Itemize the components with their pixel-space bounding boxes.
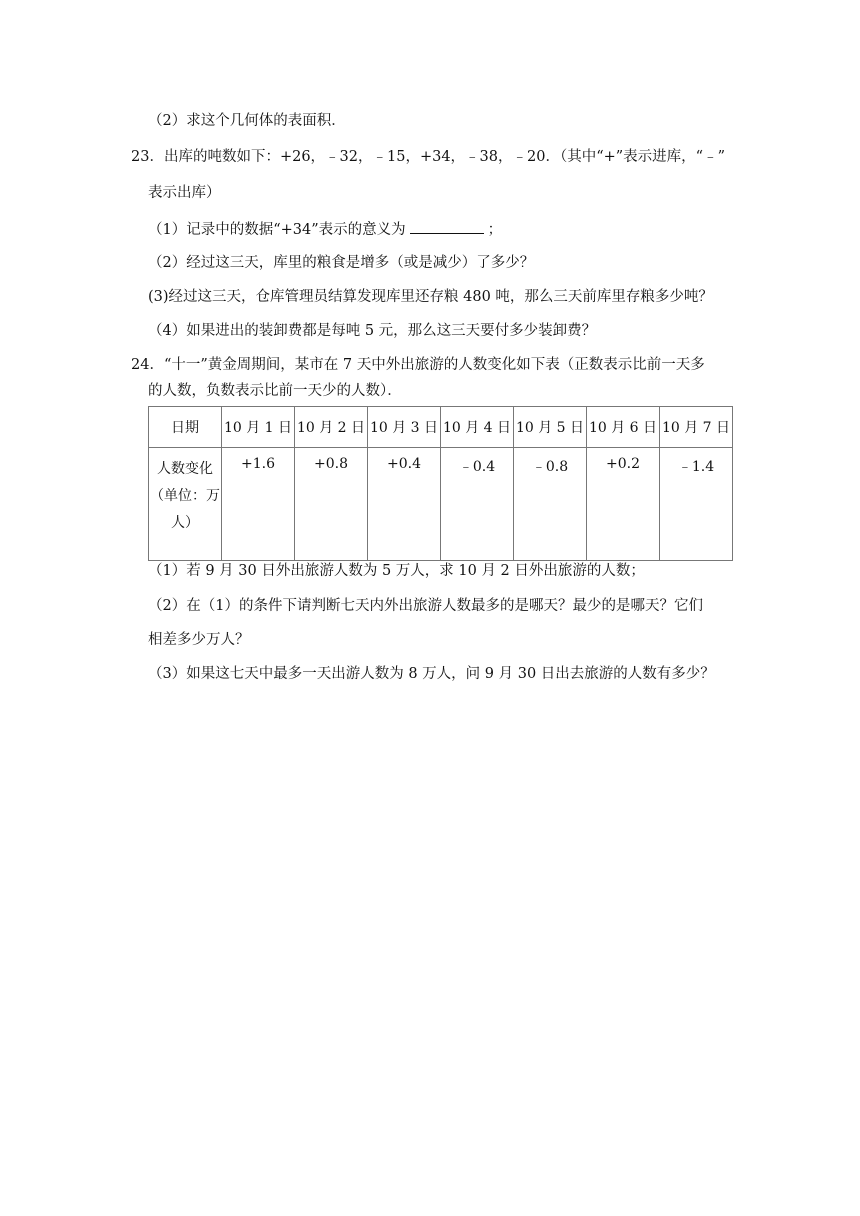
- date-cell: 10 月 2 日: [295, 407, 368, 448]
- q24-question-line2: 的人数，负数表示比前一天少的人数）．: [148, 383, 402, 399]
- q23-question-line2: 表示出库）: [148, 185, 221, 201]
- q23-part4: （4）如果进出的装卸费都是每吨 5 元，那么这三天要付多少装卸费？: [148, 323, 597, 339]
- q23-part1-end: ；: [487, 222, 503, 238]
- q22-part2: （2）求这个几何体的表面积．: [148, 113, 346, 129]
- date-cell: 10 月 5 日: [514, 407, 587, 448]
- q24-question-line1: 24．“十一”黄金周期间，某市在 7 天中外出旅游的人数变化如下表（正数表示比前一天多: [131, 357, 705, 373]
- row-label-line: 人）: [171, 515, 199, 531]
- q24-part1: （1）若 9 月 30 日外出旅游人数为 5 万人，求 10 月 2 日外出旅游的人数；: [148, 563, 645, 579]
- date-cell: 10 月 7 日: [660, 407, 733, 448]
- change-cell: +1.6: [222, 448, 295, 561]
- answer-blank: [410, 219, 484, 234]
- q24-part2-line2: 相差多少万人？: [148, 632, 250, 648]
- change-cell: ﹣0.4: [441, 448, 514, 561]
- q24-part2-line1: （2）在（1）的条件下请判断七天内外出旅游人数最多的是哪天？最少的是哪天？它们: [148, 598, 703, 614]
- change-cell: ﹣0.8: [514, 448, 587, 561]
- q23-part2: （2）经过这三天，库里的粮食是增多（或是减少）了多少？: [148, 255, 535, 271]
- row-label-line: 人数变化: [157, 461, 213, 477]
- tourism-table: [148, 406, 733, 561]
- q23-part1-text: （1）记录中的数据“+34”表示的意义为: [148, 222, 406, 238]
- date-cell: 10 月 1 日: [222, 407, 295, 448]
- table-data-row: [149, 448, 733, 561]
- q23-part1: [148, 219, 502, 240]
- q23-question-line1: 23．出库的吨数如下：+26，﹣32，﹣15，+34，﹣38，﹣20．（其中“+”表示进库，“﹣”: [131, 149, 726, 165]
- change-cell: +0.2: [587, 448, 660, 561]
- row-label-cell: [149, 448, 222, 561]
- change-cell: +0.4: [368, 448, 441, 561]
- date-cell: 10 月 4 日: [441, 407, 514, 448]
- header-label-cell: 日期: [149, 407, 222, 448]
- q23-part3: (3)经过这三天，仓库管理员结算发现库里还存粮 480 吨，那么三天前库里存粮多少吨？: [148, 289, 713, 305]
- date-cell: 10 月 3 日: [368, 407, 441, 448]
- row-label-line: （单位：万: [150, 488, 220, 504]
- change-cell: +0.8: [295, 448, 368, 561]
- date-cell: 10 月 6 日: [587, 407, 660, 448]
- table-header-row: [149, 407, 733, 448]
- q24-part3: （3）如果这七天中最多一天出游人数为 8 万人，问 9 月 30 日出去旅游的人数有多少？: [148, 666, 715, 682]
- change-cell: ﹣1.4: [660, 448, 733, 561]
